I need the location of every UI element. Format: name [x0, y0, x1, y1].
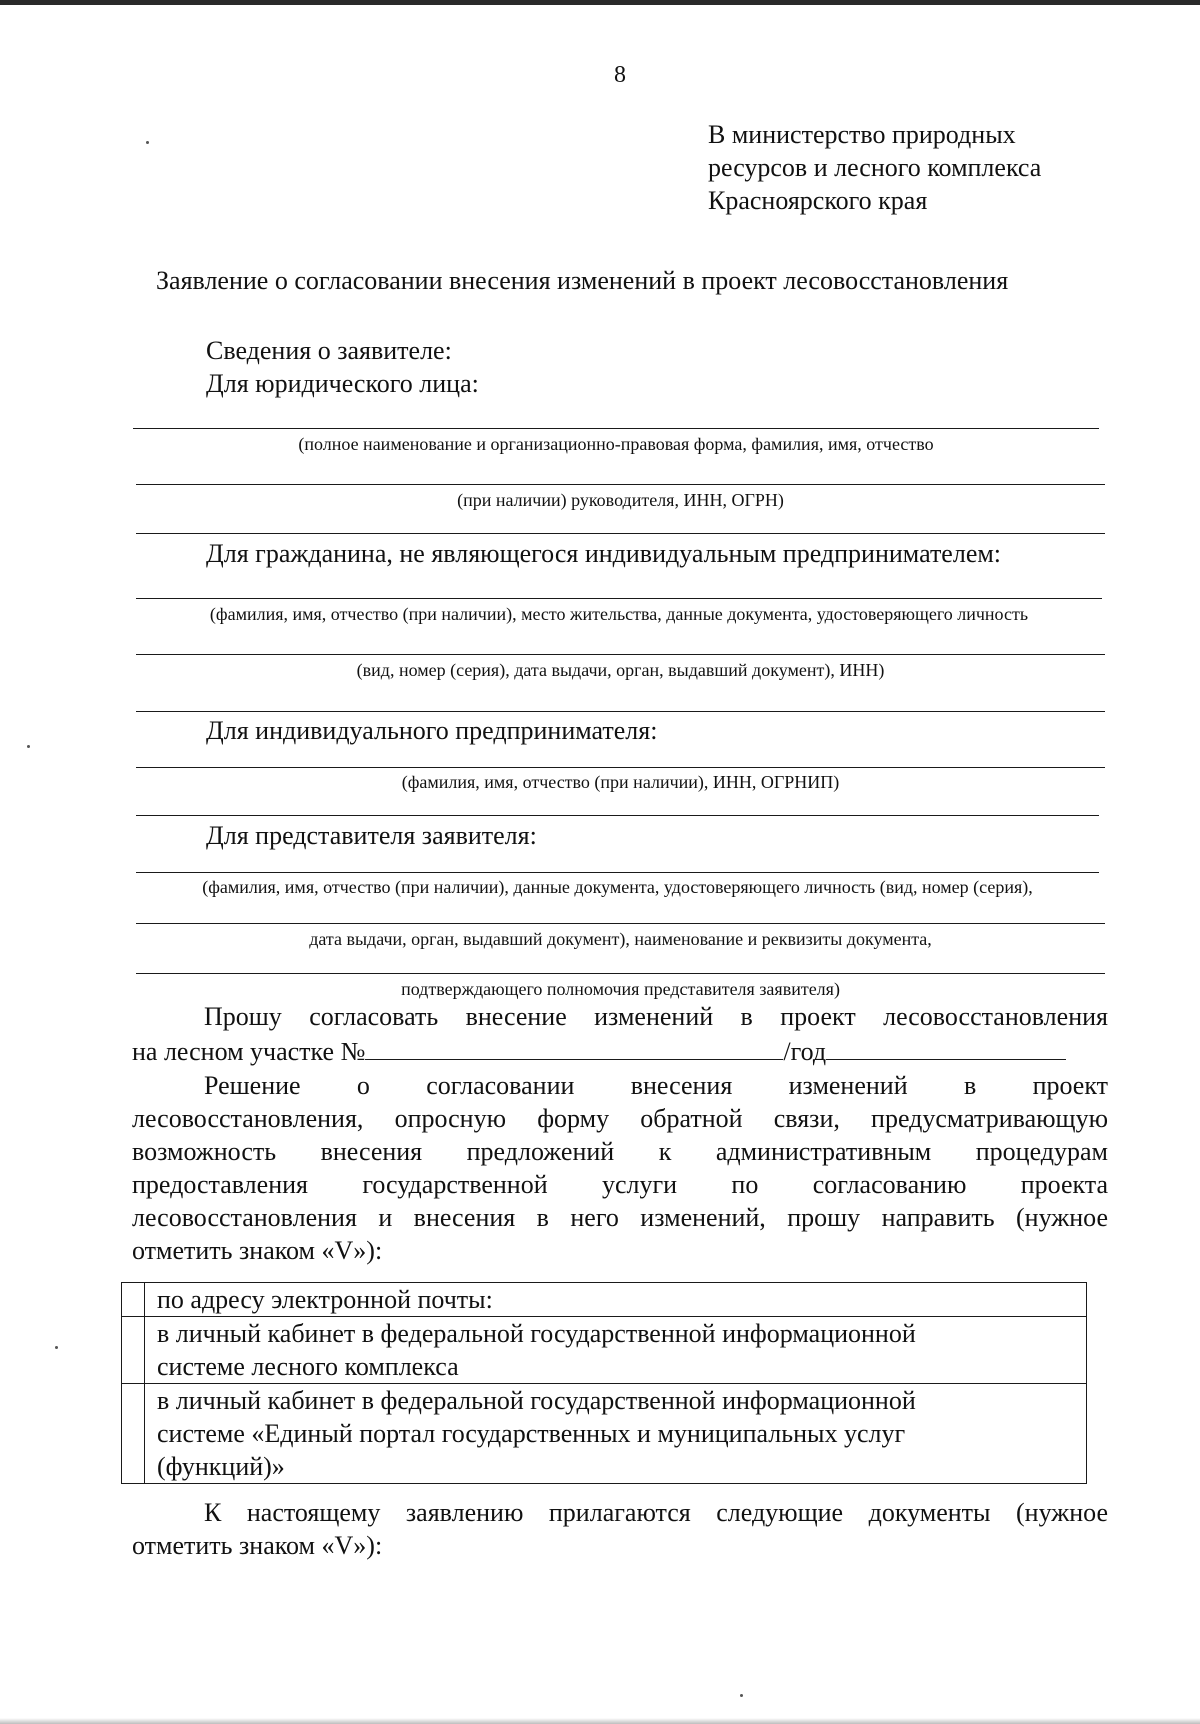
delivery-option-label [145, 1384, 1087, 1484]
entrepreneur-field-line-1[interactable] [136, 767, 1105, 768]
legal-entity-caption-1: (полное наименование и организационно-правовая форма, фамилия, имя, отчество [298, 434, 934, 454]
representative-caption-1: (фамилия, имя, отчество (при наличии), данные документа, удостоверяющего личность (вид, номер (серия), [202, 877, 1033, 897]
scan-speck [740, 1694, 743, 1697]
representative-caption-3: подтверждающего полномочия представителя заявителя) [401, 979, 840, 999]
attachments-line: К настоящему заявлению прилагаются следующие документы (нужное [204, 1498, 1108, 1527]
entrepreneur-field-line-2[interactable] [136, 815, 1099, 816]
delivery-option-label [145, 1283, 1087, 1317]
plot-number-label: на лесном участке № [132, 1037, 366, 1066]
delivery-option-row [122, 1283, 1087, 1317]
citizen-field-line-3[interactable] [136, 711, 1105, 712]
entrepreneur-label: Для индивидуального предпринимателя: [206, 716, 658, 745]
citizen-label: Для гражданина, не являющегося индивидуальным предпринимателем: [206, 539, 1002, 568]
decision-line: возможность внесения предложений к административным процедурам [132, 1137, 1108, 1166]
representative-caption-2: дата выдачи, орган, выдавший документ), наименование и реквизиты документа, [309, 929, 932, 949]
delivery-option-checkbox[interactable] [122, 1384, 145, 1484]
decision-paragraph [132, 1069, 1108, 1267]
citizen-field-line-1[interactable] [136, 598, 1102, 599]
decision-line: отметить знаком «V»): [132, 1236, 383, 1265]
entrepreneur-caption-1: (фамилия, имя, отчество (при наличии), ИНН, ОГРНИП) [401, 772, 840, 792]
decision-line: лесовосстановления и внесения в него изменений, прошу направить (нужное [132, 1203, 1108, 1232]
delivery-option-text: в личный кабинет в федеральной государственной информационной [157, 1386, 916, 1415]
legal-entity-label: Для юридического лица: [206, 369, 479, 398]
citizen-caption-2: (вид, номер (серия), дата выдачи, орган, выдавший документ), ИНН) [356, 660, 885, 680]
document-title: Заявление о согласовании внесения изменений в проект лесовосстановления [156, 266, 1009, 295]
request-paragraph [132, 1000, 1108, 1066]
scan-top-edge [0, 0, 1200, 5]
legal-entity-field-line-3[interactable] [136, 533, 1105, 534]
delivery-option-checkbox[interactable] [122, 1283, 145, 1317]
scan-speck [55, 1346, 58, 1349]
year-label: /год [783, 1037, 827, 1066]
year-field[interactable] [826, 1033, 1066, 1060]
applicant-section-label: Сведения о заявителе: [206, 336, 452, 365]
delivery-option-text: (функций)» [157, 1452, 285, 1481]
attachments-paragraph [132, 1496, 1108, 1562]
legal-entity-field-line-1[interactable] [133, 428, 1099, 429]
addressee-block [708, 118, 1041, 217]
addressee-line: ресурсов и лесного комплекса [708, 153, 1042, 182]
plot-number-field[interactable] [365, 1033, 783, 1060]
delivery-option-text: системе «Единый портал государственных и муниципальных услуг [157, 1419, 906, 1448]
representative-label: Для представителя заявителя: [206, 821, 537, 850]
page-number: 8 [614, 62, 626, 88]
representative-field-line-1[interactable] [136, 872, 1099, 873]
delivery-option-text: по адресу электронной почты: [157, 1285, 493, 1314]
delivery-option-checkbox[interactable] [122, 1317, 145, 1384]
addressee-line: В министерство природных [708, 120, 1016, 149]
representative-field-line-3[interactable] [136, 973, 1105, 974]
scan-speck [146, 141, 149, 144]
delivery-options-table [121, 1282, 1087, 1484]
legal-entity-caption-2: (при наличии) руководителя, ИНН, ОГРН) [457, 490, 784, 510]
citizen-caption-1: (фамилия, имя, отчество (при наличии), место жительства, данные документа, удостоверяющего личность [209, 604, 1029, 624]
attachments-line: отметить знаком «V»): [132, 1531, 383, 1560]
decision-line: Решение о согласовании внесения изменений в проект [204, 1071, 1108, 1100]
request-line [132, 1033, 1108, 1066]
legal-entity-field-line-2[interactable] [136, 484, 1105, 485]
scan-speck [27, 745, 30, 748]
decision-line: лесовосстановления, опросную форму обратной связи, предусматривающую [132, 1104, 1108, 1133]
delivery-option-text: в личный кабинет в федеральной государственной информационной [157, 1319, 916, 1348]
request-line: Прошу согласовать внесение изменений в проект лесовосстановления [204, 1002, 1108, 1031]
delivery-option-row [122, 1384, 1087, 1484]
delivery-option-label [145, 1317, 1087, 1384]
scan-bottom-edge [0, 1718, 1200, 1724]
delivery-option-text: системе лесного комплекса [157, 1352, 459, 1381]
addressee-line: Красноярского края [708, 186, 928, 215]
decision-line: предоставления государственной услуги по согласованию проекта [132, 1170, 1108, 1199]
citizen-field-line-2[interactable] [136, 654, 1105, 655]
delivery-option-row [122, 1317, 1087, 1384]
representative-field-line-2[interactable] [136, 923, 1105, 924]
